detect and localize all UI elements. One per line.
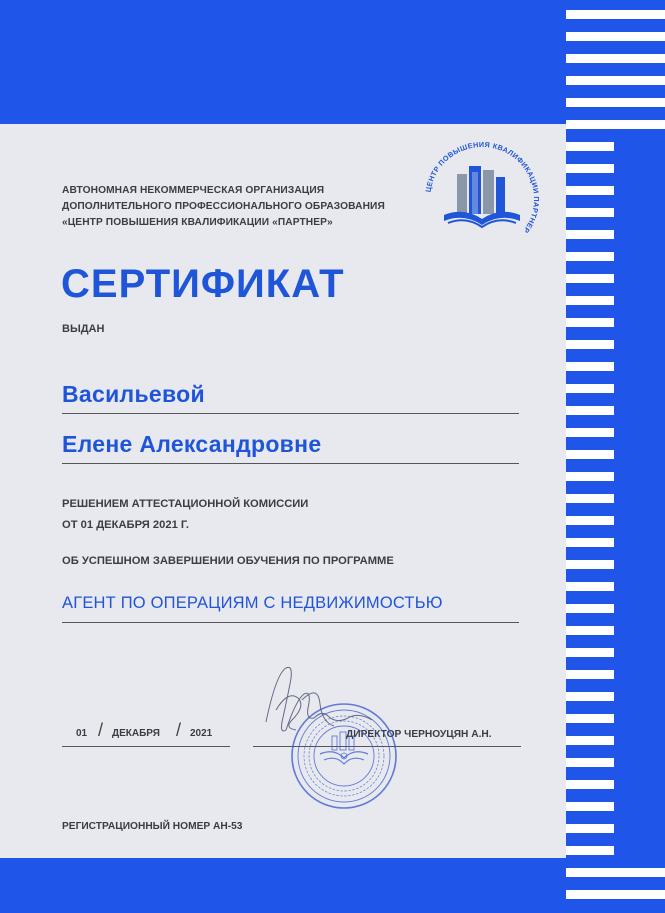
stripe bbox=[566, 186, 614, 195]
date-separator-2: / bbox=[176, 720, 182, 740]
stripe bbox=[566, 626, 614, 635]
certificate-title: СЕРТИФИКАТ bbox=[61, 262, 345, 306]
stripe bbox=[566, 120, 665, 129]
stripe bbox=[566, 758, 614, 767]
date-month: ДЕКАБРЯ bbox=[112, 728, 160, 739]
stripe bbox=[566, 516, 614, 525]
stripe bbox=[566, 582, 614, 591]
stripe bbox=[566, 340, 614, 349]
stripe bbox=[566, 868, 665, 877]
stripe bbox=[566, 428, 614, 437]
stripe bbox=[566, 296, 614, 305]
program-name: АГЕНТ ПО ОПЕРАЦИЯМ С НЕДВИЖИМОСТЬЮ bbox=[62, 594, 443, 612]
organization-line-1: АВТОНОМНАЯ НЕКОММЕРЧЕСКАЯ ОРГАНИЗАЦИЯ bbox=[62, 185, 325, 196]
stripe bbox=[566, 780, 614, 789]
stripe bbox=[566, 76, 665, 85]
book-buildings-icon bbox=[444, 166, 520, 227]
organization-line-3: «ЦЕНТР ПОВЫШЕНИЯ КВАЛИФИКАЦИИ «ПАРТНЕР» bbox=[62, 217, 333, 228]
given-names-underline bbox=[62, 463, 519, 464]
stripe bbox=[566, 164, 614, 173]
program-underline bbox=[62, 622, 519, 623]
stripe bbox=[566, 274, 614, 283]
stripe bbox=[566, 670, 614, 679]
logo-ring-text: ЦЕНТР ПОВЫШЕНИЯ КВАЛИФИКАЦИИ ПАРТНЕР bbox=[423, 139, 542, 236]
organization-line-2: ДОПОЛНИТЕЛЬНОГО ПРОФЕССИОНАЛЬНОГО ОБРАЗОВАНИЯ bbox=[62, 201, 385, 212]
stripe bbox=[566, 472, 614, 481]
decorative-stripes bbox=[566, 0, 665, 913]
stripe bbox=[566, 384, 614, 393]
stripe bbox=[566, 714, 614, 723]
stripe bbox=[566, 890, 665, 899]
registration-number: РЕГИСТРАЦИОННЫЙ НОМЕР АН-53 bbox=[62, 821, 243, 832]
stripe bbox=[566, 846, 614, 855]
stripe bbox=[566, 648, 614, 657]
recipient-given-names: Елене Александровне bbox=[62, 431, 322, 457]
stripe bbox=[566, 494, 614, 503]
stripe bbox=[566, 98, 665, 107]
stripe bbox=[566, 10, 665, 19]
issued-label: ВЫДАН bbox=[62, 323, 105, 335]
handwritten-signature bbox=[266, 667, 372, 731]
stripe bbox=[566, 32, 665, 41]
date-day: 01 bbox=[76, 728, 88, 739]
director-name: ДИРЕКТОР ЧЕРНОУЦЯН А.Н. bbox=[346, 729, 492, 740]
stripe bbox=[566, 406, 614, 415]
stripe bbox=[566, 604, 614, 613]
stripe bbox=[566, 230, 614, 239]
commission-decision bbox=[62, 494, 308, 536]
stripe bbox=[566, 538, 614, 547]
issue-date bbox=[62, 716, 230, 746]
stripe bbox=[566, 450, 614, 459]
organization-logo bbox=[414, 139, 550, 259]
decision-line-1: РЕШЕНИЕМ АТТЕСТАЦИОННОЙ КОМИССИИ bbox=[62, 498, 309, 510]
stripe bbox=[566, 252, 614, 261]
stripe bbox=[566, 560, 614, 569]
stripe bbox=[566, 692, 614, 701]
decision-line-2: ОТ 01 ДЕКАБРЯ 2021 Г. bbox=[62, 519, 189, 531]
date-separator-1: / bbox=[98, 720, 104, 740]
stripe bbox=[566, 208, 614, 217]
stripe bbox=[566, 318, 614, 327]
date-year: 2021 bbox=[190, 728, 213, 739]
success-statement: ОБ УСПЕШНОМ ЗАВЕРШЕНИИ ОБУЧЕНИЯ ПО ПРОГРАММЕ bbox=[62, 555, 394, 567]
official-stamp-and-signature bbox=[262, 660, 404, 810]
stripe bbox=[566, 802, 614, 811]
date-underline bbox=[62, 746, 230, 747]
organization-name bbox=[62, 183, 385, 231]
stripe bbox=[566, 736, 614, 745]
surname-underline bbox=[62, 413, 519, 414]
recipient-surname: Васильевой bbox=[62, 381, 205, 407]
stripe bbox=[566, 824, 614, 833]
stripe bbox=[566, 362, 614, 371]
stripe bbox=[566, 54, 665, 63]
stripe bbox=[566, 142, 614, 151]
